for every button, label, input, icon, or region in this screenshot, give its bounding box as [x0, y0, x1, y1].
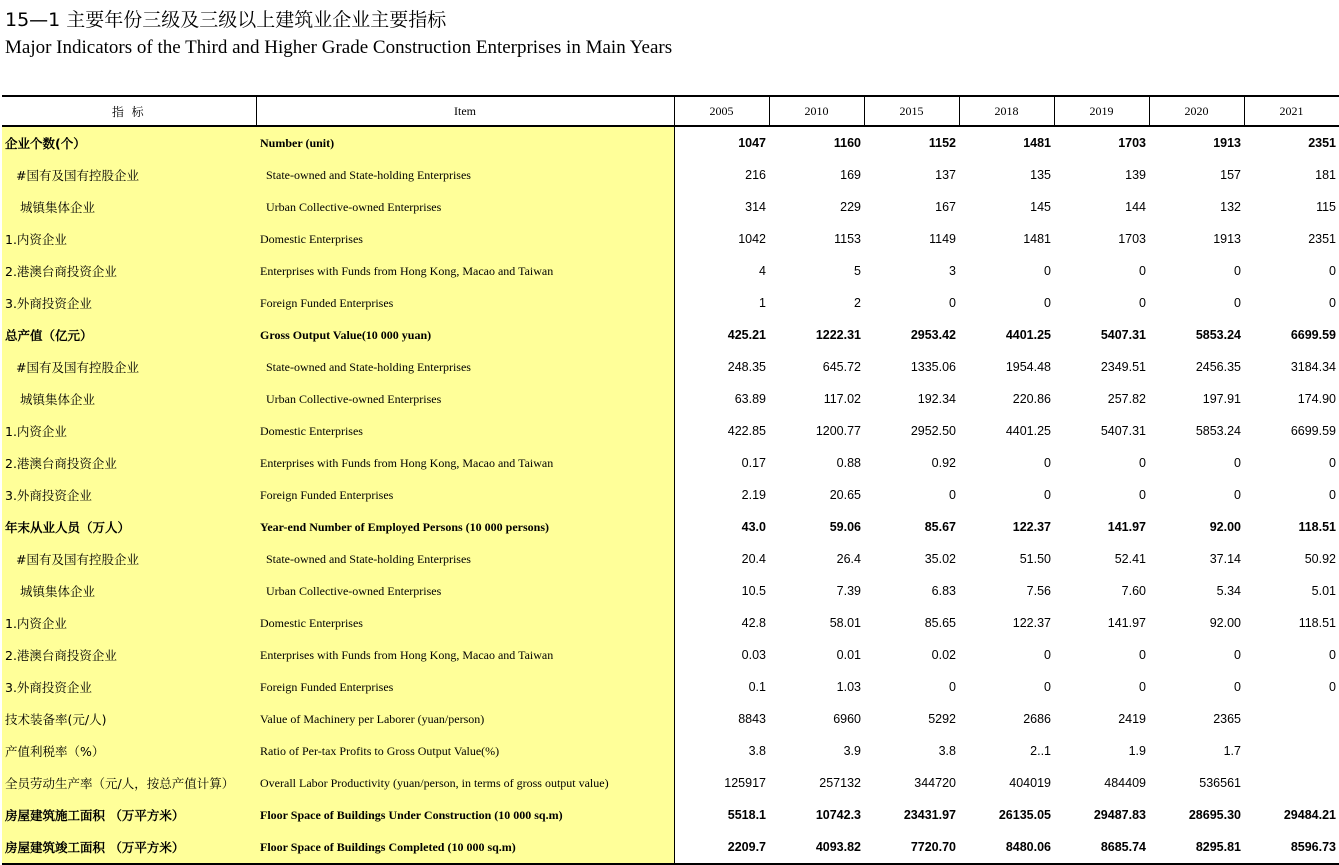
- value-cell: 5292: [928, 712, 956, 726]
- value-cell: 0: [1139, 488, 1146, 502]
- value-cell: 1222.31: [815, 328, 861, 342]
- value-cell: 1954.48: [1005, 360, 1051, 374]
- table-body: [2, 126, 1339, 864]
- table-row: [2, 255, 1339, 287]
- value-cell: 1481: [1023, 232, 1051, 246]
- value-cell: 0: [1329, 296, 1336, 310]
- value-cell: 0: [1044, 648, 1051, 662]
- row-label-en: Foreign Funded Enterprises: [256, 671, 674, 703]
- value-cell: 132: [1220, 200, 1241, 214]
- value-cell: 0: [1234, 680, 1241, 694]
- value-cell: 7.39: [836, 584, 861, 598]
- header-item-cn: 指 标: [2, 96, 256, 126]
- value-cell: 6960: [833, 712, 861, 726]
- value-cell: 2686: [1023, 712, 1051, 726]
- value-cell: 141.97: [1107, 616, 1146, 630]
- value-cell: 51.50: [1019, 552, 1051, 566]
- value-cell: 135: [1030, 168, 1051, 182]
- value-cell: 122.37: [1012, 520, 1051, 534]
- value-cell: 5: [854, 264, 861, 278]
- value-cell: [1244, 735, 1339, 767]
- value-cell: 5.34: [1216, 584, 1241, 598]
- value-cell: 20.4: [741, 552, 766, 566]
- value-cell: 118.51: [1298, 616, 1336, 630]
- header-year: 2018: [959, 96, 1054, 126]
- value-cell: [1244, 703, 1339, 735]
- value-cell: 257.82: [1107, 392, 1146, 406]
- value-cell: 122.37: [1012, 616, 1051, 630]
- value-cell: 157: [1220, 168, 1241, 182]
- value-cell: 5407.31: [1100, 424, 1146, 438]
- row-label-cn: 房屋建筑施工面积 （万平方米）: [2, 799, 256, 831]
- row-label-en: Enterprises with Funds from Hong Kong, Macao and Taiwan: [256, 447, 674, 479]
- value-cell: 0: [1329, 456, 1336, 470]
- table-row: [2, 287, 1339, 319]
- table-row: [2, 479, 1339, 511]
- row-label-en: Urban Collective-owned Enterprises: [256, 191, 674, 223]
- value-cell: 0: [1234, 488, 1241, 502]
- table-title-cn: 15—1 主要年份三级及三级以上建筑业企业主要指标: [5, 9, 447, 31]
- value-cell: 6.83: [931, 584, 956, 598]
- value-cell: 28695.30: [1188, 808, 1241, 822]
- value-cell: 8480.06: [959, 831, 1054, 864]
- value-cell: 4093.82: [769, 831, 864, 864]
- value-cell: 0: [1044, 456, 1051, 470]
- value-cell: 35.02: [924, 552, 956, 566]
- value-cell: 0: [949, 680, 956, 694]
- value-cell: 3184.34: [1290, 360, 1336, 374]
- value-cell: 216: [745, 168, 766, 182]
- value-cell: 29484.21: [1283, 808, 1336, 822]
- value-cell: 3.8: [938, 744, 956, 758]
- row-label-en: Foreign Funded Enterprises: [256, 287, 674, 319]
- value-cell: 1703: [1118, 136, 1146, 150]
- value-cell: 5518.1: [727, 808, 766, 822]
- row-label-en: Year-end Number of Employed Persons (10 000 persons): [256, 511, 674, 543]
- row-label-en: Value of Machinery per Laborer (yuan/person): [256, 703, 674, 735]
- value-cell: 248.35: [727, 360, 766, 374]
- value-cell: 43.0: [741, 520, 766, 534]
- value-cell: 1.7: [1223, 744, 1241, 758]
- value-cell: 7720.70: [864, 831, 959, 864]
- value-cell: 1913: [1213, 136, 1241, 150]
- table-row: [2, 767, 1339, 799]
- value-cell: 0: [1329, 264, 1336, 278]
- row-label-en: Domestic Enterprises: [256, 223, 674, 255]
- row-label-cn: 城镇集体企业: [2, 575, 256, 607]
- value-cell: 85.65: [924, 616, 956, 630]
- value-cell: 0.01: [836, 648, 861, 662]
- value-cell: 58.01: [829, 616, 861, 630]
- value-cell: 1.9: [1128, 744, 1146, 758]
- value-cell: 6699.59: [1290, 424, 1336, 438]
- value-cell: 1047: [738, 136, 766, 150]
- value-cell: 3.9: [843, 744, 861, 758]
- value-cell: 2456.35: [1195, 360, 1241, 374]
- row-label-en: Enterprises with Funds from Hong Kong, Macao and Taiwan: [256, 639, 674, 671]
- value-cell: 144: [1125, 200, 1146, 214]
- value-cell: 1335.06: [910, 360, 956, 374]
- value-cell: 2: [854, 296, 861, 310]
- table-row: [2, 447, 1339, 479]
- row-label-en: Domestic Enterprises: [256, 415, 674, 447]
- value-cell: 0: [1329, 680, 1336, 694]
- value-cell: 0.02: [931, 648, 956, 662]
- row-label-en: Floor Space of Buildings Completed (10 000 sq.m): [256, 831, 674, 864]
- row-label-cn: 3.外商投资企业: [2, 479, 256, 511]
- row-label-en: State-owned and State-holding Enterprises: [256, 543, 674, 575]
- value-cell: 0.92: [931, 456, 956, 470]
- table-row: [2, 383, 1339, 415]
- row-label-cn: 年末从业人员（万人）: [2, 511, 256, 543]
- table-row: [2, 511, 1339, 543]
- value-cell: [1244, 767, 1339, 799]
- value-cell: 536561: [1199, 776, 1241, 790]
- table-row: [2, 671, 1339, 703]
- row-label-cn: #国有及国有控股企业: [2, 351, 256, 383]
- value-cell: 3.8: [748, 744, 766, 758]
- value-cell: 2349.51: [1100, 360, 1146, 374]
- value-cell: 117.02: [823, 392, 861, 406]
- row-label-cn: 1.内资企业: [2, 607, 256, 639]
- value-cell: 5853.24: [1195, 328, 1241, 342]
- value-cell: 0.17: [741, 456, 766, 470]
- value-cell: 6699.59: [1290, 328, 1336, 342]
- value-cell: 125917: [724, 776, 766, 790]
- header-year: 2015: [864, 96, 959, 126]
- value-cell: 8685.74: [1054, 831, 1149, 864]
- value-cell: 4: [759, 264, 766, 278]
- value-cell: 0: [1234, 264, 1241, 278]
- value-cell: 1913: [1213, 232, 1241, 246]
- row-label-cn: 城镇集体企业: [2, 191, 256, 223]
- row-label-en: Enterprises with Funds from Hong Kong, Macao and Taiwan: [256, 255, 674, 287]
- value-cell: 0: [1044, 296, 1051, 310]
- row-label-cn: 2.港澳台商投资企业: [2, 639, 256, 671]
- table-row: [2, 831, 1339, 864]
- value-cell: 5.01: [1311, 584, 1336, 598]
- value-cell: 1703: [1118, 232, 1146, 246]
- row-label-en: Overall Labor Productivity (yuan/person, in terms of gross output value): [256, 767, 674, 799]
- row-label-cn: 1.内资企业: [2, 415, 256, 447]
- header-year: 2005: [674, 96, 769, 126]
- value-cell: 0: [1139, 456, 1146, 470]
- value-cell: 1.03: [836, 680, 861, 694]
- value-cell: 169: [840, 168, 861, 182]
- header-year: 2020: [1149, 96, 1244, 126]
- value-cell: 0: [1044, 488, 1051, 502]
- value-cell: 0: [1329, 488, 1336, 502]
- value-cell: 8843: [738, 712, 766, 726]
- value-cell: 1152: [928, 136, 956, 150]
- value-cell: 314: [745, 200, 766, 214]
- header-year: 2021: [1244, 96, 1339, 126]
- value-cell: 0: [1139, 648, 1146, 662]
- value-cell: 118.51: [1298, 520, 1336, 534]
- value-cell: 10.5: [741, 584, 766, 598]
- row-label-cn: 总产值（亿元）: [2, 319, 256, 351]
- table-row: [2, 799, 1339, 831]
- value-cell: 137: [935, 168, 956, 182]
- value-cell: 2952.50: [910, 424, 956, 438]
- value-cell: 52.41: [1114, 552, 1146, 566]
- value-cell: 181: [1315, 168, 1336, 182]
- value-cell: 7.56: [1026, 584, 1051, 598]
- value-cell: 2351: [1308, 232, 1336, 246]
- row-label-en: Number (unit): [256, 126, 674, 159]
- row-label-cn: 企业个数(个）: [2, 126, 256, 159]
- value-cell: 5853.24: [1195, 424, 1241, 438]
- table-row: [2, 223, 1339, 255]
- value-cell: 7.60: [1121, 584, 1146, 598]
- value-cell: 2351: [1308, 136, 1336, 150]
- value-cell: 1149: [929, 232, 956, 246]
- row-label-en: Gross Output Value(10 000 yuan): [256, 319, 674, 351]
- table-row: [2, 543, 1339, 575]
- value-cell: 2209.7: [674, 831, 769, 864]
- value-cell: 139: [1125, 168, 1146, 182]
- header-year: 2019: [1054, 96, 1149, 126]
- value-cell: 174.90: [1297, 392, 1336, 406]
- value-cell: 4401.25: [1005, 424, 1051, 438]
- value-cell: 145: [1030, 200, 1051, 214]
- table-row: [2, 319, 1339, 351]
- value-cell: 26135.05: [998, 808, 1051, 822]
- header-item-en: Item: [256, 96, 674, 126]
- value-cell: 2.19: [741, 488, 766, 502]
- table-row: [2, 126, 1339, 159]
- row-label-en: Ratio of Per-tax Profits to Gross Output Value(%): [256, 735, 674, 767]
- row-label-en: Domestic Enterprises: [256, 607, 674, 639]
- value-cell: 115: [1316, 200, 1336, 214]
- value-cell: 92.00: [1209, 616, 1241, 630]
- row-label-cn: 3.外商投资企业: [2, 671, 256, 703]
- value-cell: 1042: [738, 232, 766, 246]
- value-cell: 85.67: [924, 520, 956, 534]
- value-cell: 1153: [834, 232, 861, 246]
- row-label-cn: 房屋建筑竣工面积 （万平方米）: [2, 831, 256, 864]
- value-cell: 0: [1234, 648, 1241, 662]
- table-row: [2, 639, 1339, 671]
- table-row: [2, 351, 1339, 383]
- value-cell: 425.21: [727, 328, 766, 342]
- row-label-cn: 全员劳动生产率（元/人，按总产值计算）: [2, 767, 256, 799]
- value-cell: 2419: [1118, 712, 1146, 726]
- row-label-cn: 2.港澳台商投资企业: [2, 255, 256, 287]
- value-cell: 8596.73: [1244, 831, 1339, 864]
- value-cell: 0: [949, 296, 956, 310]
- row-label-cn: #国有及国有控股企业: [2, 159, 256, 191]
- table-row: [2, 415, 1339, 447]
- value-cell: 29487.83: [1093, 808, 1146, 822]
- value-cell: 4401.25: [1005, 328, 1051, 342]
- row-label-cn: 城镇集体企业: [2, 383, 256, 415]
- row-label-cn: 产值利税率（%）: [2, 735, 256, 767]
- value-cell: 0: [1234, 296, 1241, 310]
- value-cell: 422.85: [727, 424, 766, 438]
- value-cell: 3: [949, 264, 956, 278]
- indicator-table: [2, 95, 1339, 865]
- row-label-cn: 3.外商投资企业: [2, 287, 256, 319]
- table-row: [2, 735, 1339, 767]
- value-cell: 167: [935, 200, 956, 214]
- value-cell: 197.91: [1202, 392, 1241, 406]
- value-cell: 1160: [833, 136, 861, 150]
- header-row: [2, 96, 1339, 126]
- header-year: 2010: [769, 96, 864, 126]
- row-label-cn: #国有及国有控股企业: [2, 543, 256, 575]
- table-title-en: Major Indicators of the Third and Higher Grade Construction Enterprises in Main Years: [5, 37, 673, 58]
- value-cell: 1: [759, 296, 766, 310]
- value-cell: 37.14: [1209, 552, 1241, 566]
- value-cell: 484409: [1104, 776, 1146, 790]
- value-cell: 0: [1139, 264, 1146, 278]
- value-cell: 0: [949, 488, 956, 502]
- row-label-en: Urban Collective-owned Enterprises: [256, 383, 674, 415]
- value-cell: 10742.3: [815, 808, 861, 822]
- value-cell: 192.34: [917, 392, 956, 406]
- value-cell: 0: [1329, 648, 1336, 662]
- table-row: [2, 191, 1339, 223]
- row-label-en: Urban Collective-owned Enterprises: [256, 575, 674, 607]
- value-cell: 344720: [914, 776, 956, 790]
- value-cell: 8295.81: [1149, 831, 1244, 864]
- value-cell: 42.8: [741, 616, 766, 630]
- value-cell: 404019: [1009, 776, 1051, 790]
- value-cell: 141.97: [1107, 520, 1146, 534]
- table-row: [2, 575, 1339, 607]
- table-row: [2, 607, 1339, 639]
- value-cell: 50.92: [1304, 552, 1336, 566]
- value-cell: 2..1: [1030, 744, 1051, 758]
- row-label-cn: 2.港澳台商投资企业: [2, 447, 256, 479]
- value-cell: 0.1: [748, 680, 766, 694]
- value-cell: 0: [1139, 680, 1146, 694]
- value-cell: 645.72: [822, 360, 861, 374]
- table-row: [2, 159, 1339, 191]
- table-row: [2, 703, 1339, 735]
- value-cell: 1481: [1023, 136, 1051, 150]
- value-cell: 92.00: [1209, 520, 1241, 534]
- value-cell: 229: [840, 200, 861, 214]
- value-cell: 0: [1139, 296, 1146, 310]
- value-cell: 23431.97: [903, 808, 956, 822]
- value-cell: 0.88: [836, 456, 861, 470]
- value-cell: 0.03: [741, 648, 766, 662]
- value-cell: 5407.31: [1100, 328, 1146, 342]
- value-cell: 0: [1234, 456, 1241, 470]
- row-label-en: Foreign Funded Enterprises: [256, 479, 674, 511]
- value-cell: 0: [1044, 264, 1051, 278]
- value-cell: 20.65: [829, 488, 861, 502]
- value-cell: 63.89: [734, 392, 766, 406]
- row-label-en: State-owned and State-holding Enterprises: [256, 351, 674, 383]
- value-cell: 59.06: [829, 520, 861, 534]
- value-cell: 1200.77: [815, 424, 861, 438]
- row-label-en: State-owned and State-holding Enterprises: [256, 159, 674, 191]
- value-cell: 257132: [819, 776, 861, 790]
- value-cell: 26.4: [836, 552, 861, 566]
- value-cell: 0: [1044, 680, 1051, 694]
- row-label-cn: 技术装备率(元/人): [2, 703, 256, 735]
- row-label-en: Floor Space of Buildings Under Construction (10 000 sq.m): [256, 799, 674, 831]
- value-cell: 2953.42: [910, 328, 956, 342]
- row-label-cn: 1.内资企业: [2, 223, 256, 255]
- value-cell: 220.86: [1012, 392, 1051, 406]
- value-cell: 2365: [1213, 712, 1241, 726]
